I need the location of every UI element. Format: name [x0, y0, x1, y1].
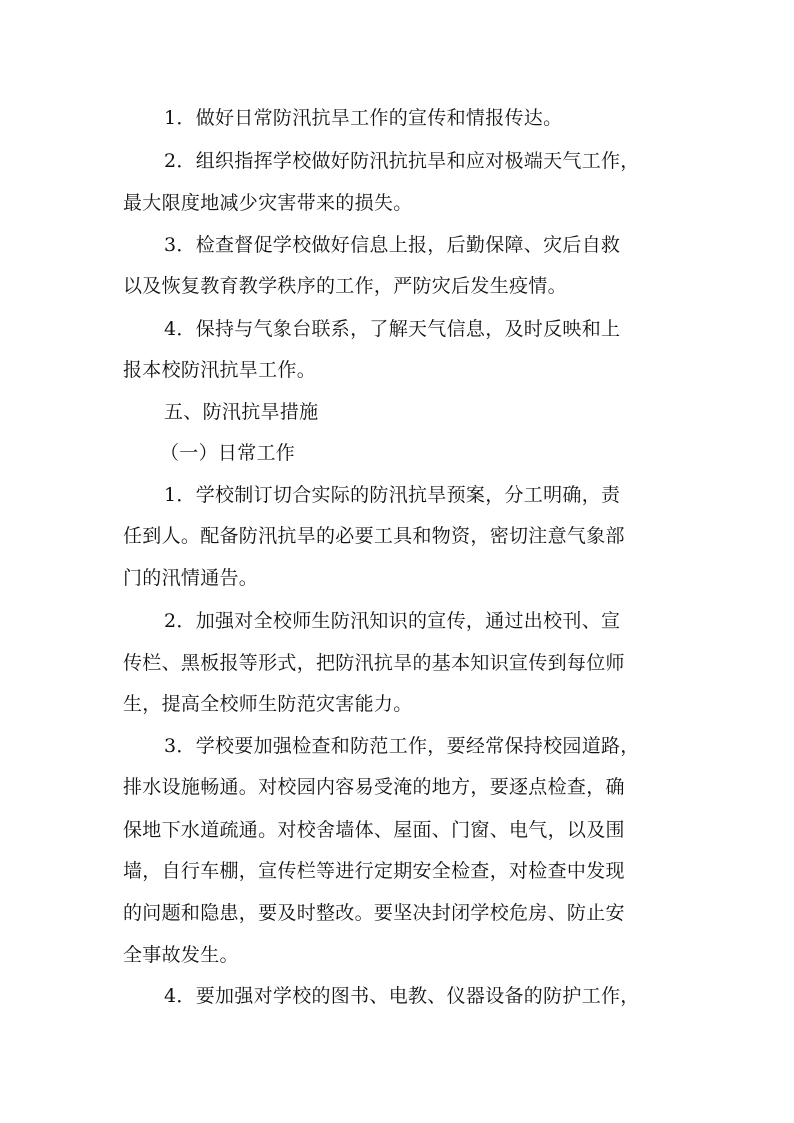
text-line: 墙，自行车棚，宣传栏等进行定期安全检查，对检查中发现 — [123, 860, 625, 882]
text-line: 3．学校要加强检查和防范工作，要经常保持校园道路， — [164, 735, 640, 757]
text-line: 1．学校制订切合实际的防汛抗旱预案，分工明确，责 — [164, 484, 621, 506]
text-line: 报本校防汛抗旱工作。 — [123, 359, 317, 381]
section-heading: 五、防汛抗旱措施 — [164, 401, 319, 423]
text-line: 排水设施畅通。对校园内容易受淹的地方，要逐点检查，确 — [123, 776, 625, 798]
text-line: 门的汛情通告。 — [123, 567, 259, 589]
text-line: 1．做好日常防汛抗旱工作的宣传和情报传达。 — [164, 107, 563, 129]
subsection-heading: （一）日常工作 — [160, 442, 296, 464]
text-line: 4．要加强对学校的图书、电教、仪器设备的防护工作， — [164, 985, 640, 1007]
text-line: 生，提高全校师生防范灾害能力。 — [123, 693, 413, 715]
text-line: 2．组织指挥学校做好防汛抗抗旱和应对极端天气工作， — [164, 150, 640, 172]
text-line: 传栏、黑板报等形式，把防汛抗旱的基本知识宣传到每位师 — [123, 652, 625, 674]
text-line: 保地下水道疏通。对校舍墙体、屋面、门窗、电气，以及围 — [123, 819, 625, 841]
text-line: 2．加强对全校师生防汛知识的宣传，通过出校刊、宣 — [164, 610, 621, 632]
text-line: 最大限度地减少灾害带来的损失。 — [123, 192, 413, 214]
text-line: 的问题和隐患，要及时整改。要坚决封闭学校危房、防止安 — [123, 902, 625, 924]
text-line: 3．检查督促学校做好信息上报，后勤保障、灾后自救 — [164, 234, 621, 256]
text-line: 任到人。配备防汛抗旱的必要工具和物资，密切注意气象部 — [123, 525, 625, 547]
text-line: 4．保持与气象台联系，了解天气信息，及时反映和上 — [164, 318, 621, 340]
text-line: 以及恢复教育教学秩序的工作，严防灾后发生疫情。 — [123, 275, 567, 297]
text-line: 全事故发生。 — [123, 944, 239, 966]
